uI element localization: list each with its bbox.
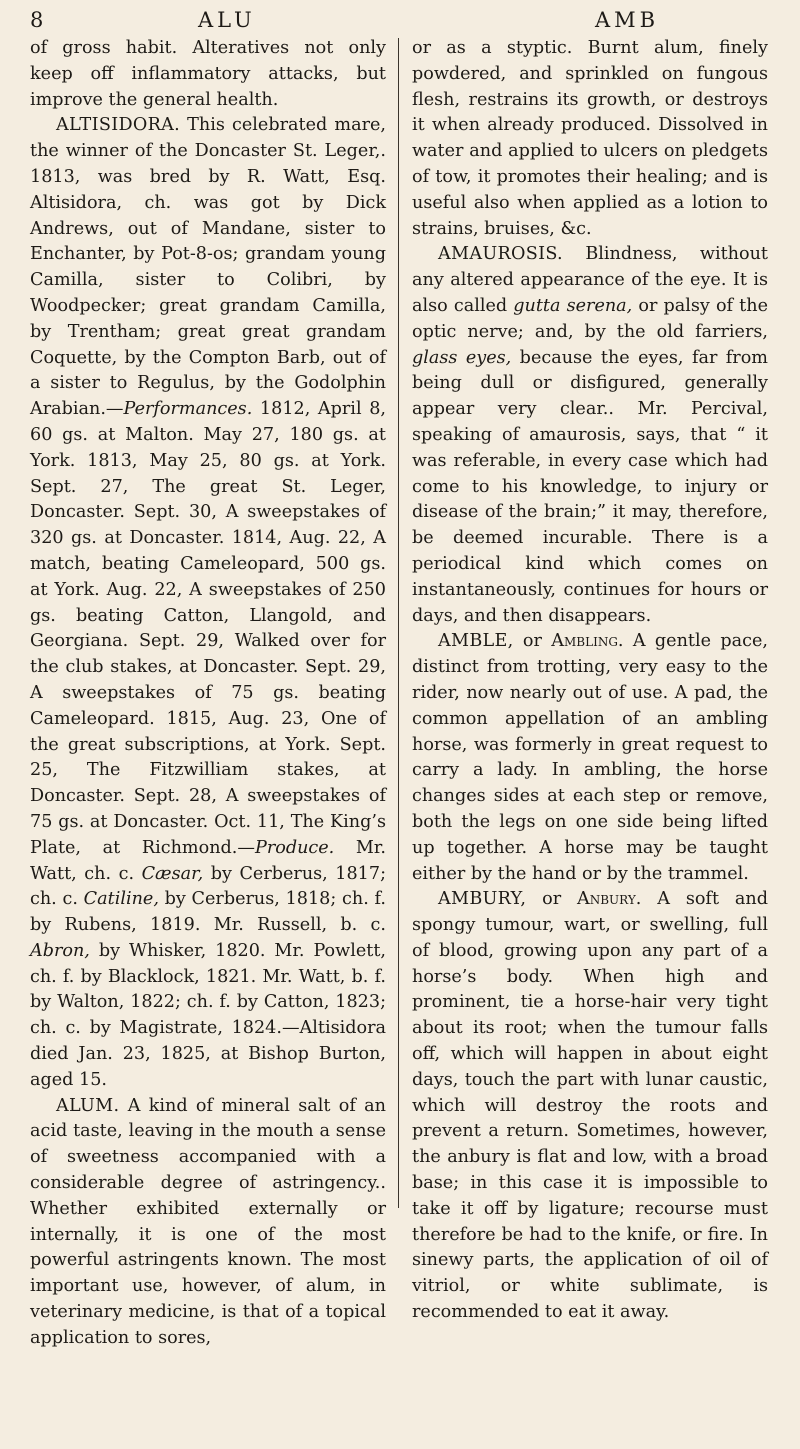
performances-label: Performances. (123, 399, 253, 420)
page-number: 8 (30, 8, 44, 32)
entry-text: Blindness, without any altered appearance of the eye. It is also called (412, 244, 768, 316)
headword-amaurosis: AMAUROSIS. (438, 244, 563, 265)
entry-ambury (412, 887, 768, 1326)
continued-entry-text: or as a styptic. Burnt alum, finely powdered, and sprinkled on fungous flesh, restrains its growth, or destroys it when already produced. Dissolved in water and applied to ulcers on pledgets of tow, it promotes their healing; and is useful also when applied as a lotion to strains, bruises, &c. (412, 38, 768, 239)
left-column (30, 36, 386, 1352)
entry-altisidora (30, 113, 386, 1093)
entry-text: A soft and spongy tumour, wart, or swelling, full of blood, growing upon any part of a horse’s body. When high and prominent, tie a horse-hair very tight about its root; when the tumour falls off, which will happen in about eight days, touch the part with lunar caustic, which will destroy the roots and prevent a return. Sometimes, however, the anbury is flat and low, with a broad base; in this case it is impossible to take it off by ligature; recourse must therefore be had to the knife, or fire. In sinewy parts, the application of oil of vitriol, or white sublimate, is recommended to eat it away. (412, 889, 768, 1323)
entry-text: or (513, 631, 552, 652)
entry-text: Mr. Watt, ch. c. (30, 837, 386, 884)
entry-text: because the eyes, far from being dull or disfigured, generally appear very clear.. Mr. Percival, speaking of amaurosis, says, that “ it was referable, in every case which had come to his knowledge, to injury or disease of the brain;” it may, therefore, be deemed incurable. There is a periodical kind which comes on instantaneously, continues for hours or days, and then disappears. (412, 347, 768, 626)
entry-text: or palsy of the optic nerve; and, by the old farriers, (412, 295, 768, 342)
left-running-heading: ALU (198, 8, 256, 32)
two-column-body (30, 36, 770, 1431)
entry-text: by Whisker, 1820. Mr. Powlett, ch. f. by Blacklock, 1821. Mr. Watt, b. f. by Walton, 1822; ch. f. by Catton, 1823; ch. c. by Magistrate, 1824.—Altisidora died Jan. 23, 1825, at Bishop Burton, aged 15. (30, 940, 386, 1090)
entry-text: by Cerberus, 1818; ch. f. by Rubens, 1819. Mr. Russell, b. c. (30, 889, 386, 936)
horse-name-caesar: Cæsar, (141, 863, 204, 884)
entry-amaurosis (412, 242, 768, 629)
column-divider (398, 38, 399, 1208)
horse-name-catiline: Catiline, (83, 889, 159, 910)
headword-ambury: AMBURY, (438, 889, 527, 910)
term-gutta-serena: gutta serena, (513, 295, 633, 316)
entry-text: This celebrated mare, the winner of the Doncaster St. Leger,. 1813, was bred by R. Watt, Esq. Altisidora, ch. was got by Dick Andrews, out of Mandane, sister to Enchanter, by Pot-8-os; grandam young Camilla, sister to Colibri, by Woodpecker; great grandam Camilla, by Trentham; great great grandam Coquette, by the Compton Barb, out of a sister to Regulus, by the Godolphin Arabian.— (30, 115, 386, 420)
entry-text: by Cerberus, 1817; ch. c. (30, 863, 386, 910)
right-column (412, 36, 768, 1326)
produce-label: Produce. (254, 837, 335, 858)
headword-altisidora: ALTISIDORA. (56, 115, 181, 136)
right-running-heading: AMB (595, 8, 660, 32)
continued-entry-text: of gross habit. Alteratives not only keep off inflammatory attacks, but improve the general health. (30, 38, 386, 110)
entry-text: A kind of mineral salt of an acid taste, leaving in the mouth a sense of sweetness accompanied with a considerable degree of astringency.. Whether exhibited externally or internally, it is one of the most powerful astringents known. The most important use, however, of alum, in veterinary medicine, is that of a topical application to sores, (30, 1095, 386, 1348)
entry-text: 1812, April 8, 60 gs. at Malton. May 27, 180 gs. at York. 1813, May 25, 80 gs. at York. Sept. 27, The great St. Leger, Doncaster. Sept. 30, A sweepstakes of 320 gs. at Doncaster. 1814, Aug. 22, A match, beating Cameleopard, 500 gs. at York. Aug. 22, A sweepstakes of 250 gs. beating Catton, Llangold, and Georgiana. Sept. 29, Walked over for the club stakes, at Doncaster. Sept. 29, A sweepstakes of 75 gs. beating Cameleopard. 1815, Aug. 23, One of the great subscriptions, at York. Sept. 25, The Fitzwilliam stakes, at Doncaster. Sept. 28, A sweepstakes of 75 gs. at Doncaster. Oct. 11, The King’s Plate, at Richmond.— (30, 399, 386, 858)
entry-text: A gentle pace, distinct from trotting, very easy to the rider, now nearly out of use. A pad, the common appellation of an ambling horse, was formerly in great request to carry a lady. In ambling, the horse changes sides at each step or remove, both the legs on one side being lifted up together. A horse may be taught either by the hand or by the trammel. (412, 631, 768, 884)
headword-alum: ALUM. (56, 1095, 120, 1116)
variant-ambling: Ambling. (551, 631, 624, 652)
running-head (30, 8, 770, 38)
variant-anbury: Anbury. (577, 889, 642, 910)
entry-text: or (526, 889, 578, 910)
entry-alum (30, 1094, 386, 1352)
term-glass-eyes: glass eyes, (412, 347, 512, 368)
entry-amble (412, 629, 768, 887)
horse-name-abron: Abron, (30, 940, 90, 961)
headword-amble: AMBLE, (438, 631, 514, 652)
